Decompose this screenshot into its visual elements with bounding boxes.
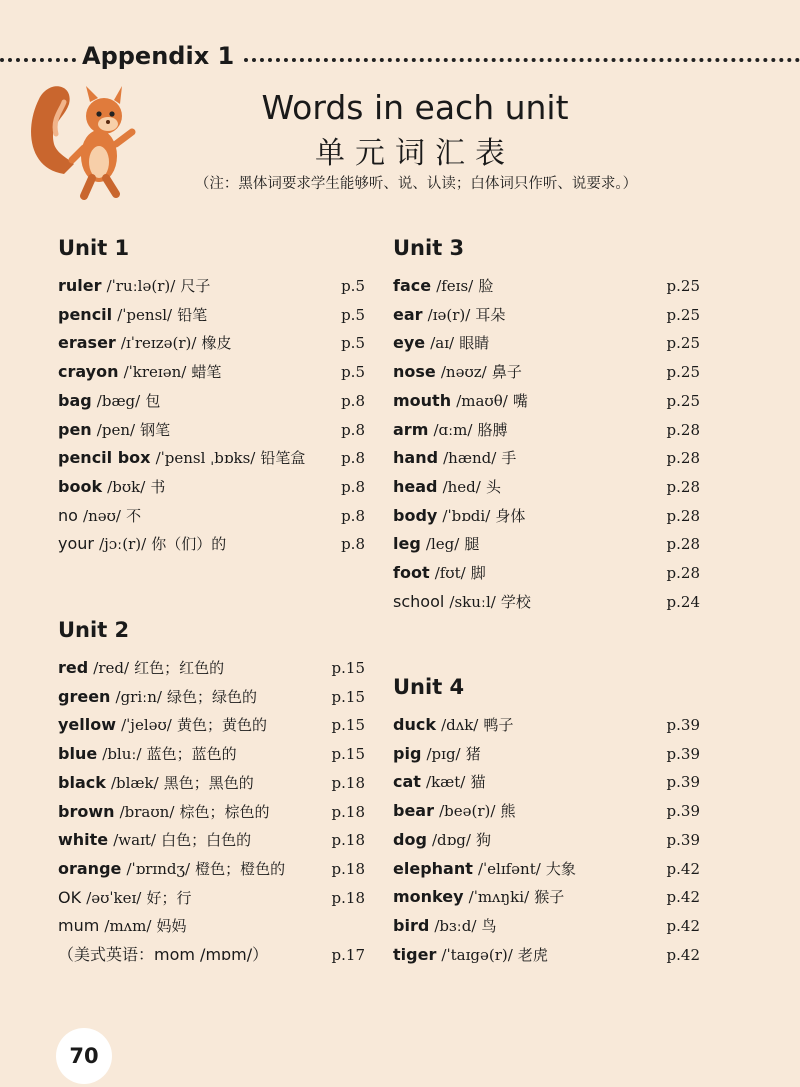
vocab-entry xyxy=(393,387,700,415)
vocab-page-ref: p.8 xyxy=(341,420,365,439)
vocab-entry xyxy=(58,855,365,883)
vocab-entry xyxy=(58,329,365,357)
vocab-word: ruler xyxy=(58,276,102,295)
vocab-chinese: 铅笔 xyxy=(177,305,208,324)
vocab-entry xyxy=(58,769,365,797)
vocab-phonetic: /ˈelɪfənt/ xyxy=(477,859,541,878)
vocab-word: blue xyxy=(58,744,98,764)
vocab-entry xyxy=(58,654,365,682)
vocab-phonetic: /leg/ xyxy=(425,535,460,554)
header-dotted-rule-right xyxy=(244,58,800,62)
vocab-page-ref: p.28 xyxy=(666,535,700,554)
vocab-word: leg xyxy=(393,534,421,554)
vocab-page-ref: p.42 xyxy=(666,888,700,907)
vocab-chinese: 老虎 xyxy=(517,945,548,964)
vocab-word: mum xyxy=(58,916,100,936)
vocab-word: no xyxy=(58,505,78,525)
vocab-chinese: 绿色；绿色的 xyxy=(167,687,258,706)
vocab-word: white xyxy=(58,830,109,850)
vocab-word: ear xyxy=(393,304,423,324)
vocab-page-ref: p.18 xyxy=(331,802,365,821)
vocab-chinese: 耳朵 xyxy=(475,305,506,324)
vocab-page-ref: p.25 xyxy=(666,334,700,353)
vocab-chinese: 手 xyxy=(501,449,517,468)
vocab-phonetic: /nəʊ/ xyxy=(83,506,121,525)
vocab-phonetic: /hænd/ xyxy=(443,449,497,468)
vocab-chinese: 身体 xyxy=(495,506,526,525)
vocab-phonetic: /ˈtaɪgə(r)/ xyxy=(441,945,513,964)
vocab-word: pig xyxy=(393,743,422,763)
vocab-page-ref: p.8 xyxy=(341,391,365,410)
vocab-page-ref: p.42 xyxy=(666,945,700,964)
vocab-chinese: 狗 xyxy=(476,830,492,849)
vocab-chinese: 包 xyxy=(145,391,161,410)
vocab-page-ref: p.25 xyxy=(666,363,700,382)
vocab-phonetic: /beə(r)/ xyxy=(439,802,496,821)
vocab-word: hand xyxy=(393,448,439,468)
vocab-phonetic: /əʊˈkeɪ/ xyxy=(86,888,142,907)
vocab-word: red xyxy=(58,658,89,677)
vocab-word: book xyxy=(58,476,103,496)
vocab-word: elephant xyxy=(393,858,473,878)
vocab-page-ref: p.39 xyxy=(666,802,700,821)
vocab-phonetic: /ɪˈreɪzə(r)/ xyxy=(120,334,197,353)
vocab-entry xyxy=(393,855,700,883)
vocab-page-ref: p.8 xyxy=(341,477,365,496)
vocab-page-ref: p.39 xyxy=(666,830,700,849)
vocab-phonetic: /nəʊz/ xyxy=(440,363,487,382)
vocab-page-ref: p.39 xyxy=(666,716,700,734)
vocab-page-ref: p.42 xyxy=(666,916,700,935)
vocab-phonetic: /kæt/ xyxy=(426,773,466,792)
vocab-phonetic: /red/ xyxy=(93,659,130,677)
vocab-page-ref: p.39 xyxy=(666,744,700,763)
vocab-page-ref: p.18 xyxy=(331,888,365,907)
vocab-chinese: 书 xyxy=(150,477,166,496)
vocab-chinese: 钢笔 xyxy=(140,420,171,439)
vocab-entry xyxy=(393,768,700,796)
vocab-chinese: 鸟 xyxy=(481,916,497,935)
vocab-page-ref: p.28 xyxy=(666,420,700,439)
vocab-word: green xyxy=(58,686,111,706)
vocab-word: bird xyxy=(393,915,430,935)
vocab-entry xyxy=(58,884,365,912)
vocab-page-ref: p.8 xyxy=(341,506,365,525)
vocab-chinese: 猫 xyxy=(470,773,486,792)
vocab-page-ref: p.8 xyxy=(341,535,365,554)
vocab-page-ref: p.25 xyxy=(666,277,700,295)
vocab-word: pencil xyxy=(58,304,113,324)
header-dotted-rule-left xyxy=(0,58,76,62)
vocab-page-ref: p.18 xyxy=(331,831,365,850)
vocab-phonetic: /mʌm/ xyxy=(104,917,152,936)
page-number: 70 xyxy=(56,1028,112,1084)
vocab-word: crayon xyxy=(58,362,119,382)
vocab-chinese: 大象 xyxy=(545,859,576,878)
vocab-page-ref: p.24 xyxy=(666,592,700,611)
vocab-phonetic: /blæk/ xyxy=(110,773,159,792)
vocab-word: orange xyxy=(58,858,122,878)
vocab-entry xyxy=(393,883,700,911)
vocab-word: brown xyxy=(58,801,115,821)
vocab-phonetic: /ˈmʌŋki/ xyxy=(468,888,530,907)
vocab-entry xyxy=(58,683,365,711)
vocab-chinese: 好；行 xyxy=(146,888,192,907)
vocab-word: black xyxy=(58,772,106,792)
vocab-chinese: 学校 xyxy=(500,592,531,611)
page-title-chinese: 单元词汇表 xyxy=(315,136,515,171)
vocab-chinese: 猪 xyxy=(465,744,481,763)
vocab-chinese: 熊 xyxy=(500,802,516,821)
unit-heading: Unit 1 xyxy=(58,236,130,260)
vocab-entry xyxy=(58,798,365,826)
unit-heading: Unit 3 xyxy=(393,236,465,260)
vocab-word: OK xyxy=(58,887,82,907)
unit-heading: Unit 4 xyxy=(393,675,465,699)
vocab-word: yellow xyxy=(58,715,117,735)
vocab-word: monkey xyxy=(393,887,464,907)
vocab-phonetic: /braʊn/ xyxy=(119,802,175,821)
vocab-entry xyxy=(58,272,365,300)
vocab-chinese: 脚 xyxy=(470,564,486,582)
vocab-word: your xyxy=(58,534,94,554)
vocab-entry xyxy=(393,502,700,530)
vocab-chinese: 头 xyxy=(485,477,501,496)
vocab-entry xyxy=(393,444,700,472)
page-title: Words in each unit xyxy=(261,88,569,127)
vocab-entry xyxy=(58,826,365,854)
vocab-page-ref: p.18 xyxy=(331,773,365,792)
vocab-entry xyxy=(393,416,700,444)
vocab-entry xyxy=(393,559,700,587)
vocab-entry xyxy=(58,530,365,558)
vocab-word: nose xyxy=(393,362,436,382)
vocab-page-ref: p.28 xyxy=(666,449,700,468)
vocab-phonetic: /maʊθ/ xyxy=(456,391,508,410)
vocab-chinese: 你（们）的 xyxy=(151,535,227,554)
vocab-word: tiger xyxy=(393,944,437,964)
vocab-chinese: 铅笔盒 xyxy=(260,449,306,468)
vocab-word: cat xyxy=(393,772,421,792)
vocab-chinese: 棕色；棕色的 xyxy=(179,802,270,821)
vocab-chinese: 蜡笔 xyxy=(191,363,222,382)
vocab-page-ref: p.25 xyxy=(666,391,700,410)
vocab-phonetic: /bluː/ xyxy=(102,745,142,764)
unit-heading: Unit 2 xyxy=(58,618,130,642)
vocab-page-ref: p.17 xyxy=(331,946,365,964)
vocab-phonetic: /dɒg/ xyxy=(432,830,471,849)
vocab-phonetic: /bɜːd/ xyxy=(434,916,477,935)
vocab-phonetic: /waɪt/ xyxy=(113,831,156,850)
vocab-chinese: 蓝色；蓝色的 xyxy=(146,745,237,764)
vocab-word: bear xyxy=(393,801,434,821)
vocab-chinese: 橙色；橙色的 xyxy=(195,859,286,878)
vocab-chinese: 黄色；黄色的 xyxy=(176,716,267,735)
vocab-entry xyxy=(58,387,365,415)
vocab-phonetic: /ˈbɒdi/ xyxy=(442,506,491,525)
vocab-entry xyxy=(393,797,700,825)
vocab-entry xyxy=(393,530,700,558)
vocab-phonetic: /jɔː(r)/ xyxy=(99,535,147,554)
vocab-page-ref: p.28 xyxy=(666,477,700,496)
vocab-chinese: 橡皮 xyxy=(201,334,232,353)
vocab-entry xyxy=(393,912,700,940)
vocab-phonetic: /ɑːm/ xyxy=(433,420,473,439)
vocab-phonetic: /ˈkreɪən/ xyxy=(123,363,187,382)
vocab-entry xyxy=(58,473,365,501)
vocab-chinese: 黑色；黑色的 xyxy=(163,773,254,792)
vocab-chinese: 猴子 xyxy=(534,888,565,907)
vocab-chinese: 红色；红色的 xyxy=(134,659,225,677)
vocab-entry xyxy=(393,711,700,739)
vocab-phonetic: /bʊk/ xyxy=(107,477,146,496)
vocab-phonetic: /skuːl/ xyxy=(449,592,496,611)
vocab-entry xyxy=(393,588,700,616)
vocab-entry xyxy=(393,826,700,854)
vocab-word: arm xyxy=(393,419,429,439)
vocab-phonetic: /bæg/ xyxy=(96,391,141,410)
vocab-page-ref: p.25 xyxy=(666,305,700,324)
vocab-chinese: 不 xyxy=(126,506,142,525)
vocab-phonetic: /fʊt/ xyxy=(434,564,466,582)
vocab-entry xyxy=(58,941,365,969)
vocab-word: （美式英语：mom /mɒm/） xyxy=(58,945,269,964)
vocab-page-ref: p.28 xyxy=(666,564,700,582)
vocab-word: school xyxy=(393,591,445,611)
vocab-word: eye xyxy=(393,333,426,353)
vocab-page-ref: p.8 xyxy=(341,449,365,468)
vocab-chinese: 胳膊 xyxy=(477,420,508,439)
vocab-chinese: 尺子 xyxy=(180,277,211,295)
vocab-page-ref: p.39 xyxy=(666,773,700,792)
vocab-word: foot xyxy=(393,563,430,582)
vocab-word: bag xyxy=(58,390,92,410)
vocab-entry xyxy=(58,711,365,739)
vocab-phonetic: /dʌk/ xyxy=(441,716,479,734)
vocab-page-ref: p.28 xyxy=(666,506,700,525)
vocab-chinese: 嘴 xyxy=(512,391,528,410)
vocab-chinese: 妈妈 xyxy=(156,917,187,936)
vocab-phonetic: /aɪ/ xyxy=(430,334,455,353)
vocab-entry xyxy=(58,301,365,329)
vocab-phonetic: /pen/ xyxy=(96,420,136,439)
vocab-phonetic: /hed/ xyxy=(442,477,481,496)
vocab-page-ref: p.5 xyxy=(341,334,365,353)
vocab-phonetic: /ˈpensl/ xyxy=(117,305,173,324)
vocab-entry xyxy=(393,941,700,969)
vocab-page-ref: p.15 xyxy=(331,687,365,706)
vocab-entry xyxy=(58,912,365,940)
vocab-word: mouth xyxy=(393,390,452,410)
vocab-entry xyxy=(58,358,365,386)
vocab-chinese: 脸 xyxy=(478,277,494,295)
appendix-label: Appendix 1 xyxy=(78,42,238,70)
vocab-phonetic: /ˈruːlə(r)/ xyxy=(106,277,176,295)
vocab-page-ref: p.5 xyxy=(341,363,365,382)
vocab-chinese: 白色；白色的 xyxy=(161,831,252,850)
vocab-phonetic: /pɪg/ xyxy=(426,744,461,763)
vocab-chinese: 鸭子 xyxy=(483,716,514,734)
vocab-page-ref: p.15 xyxy=(331,745,365,764)
vocab-entry xyxy=(58,416,365,444)
vocab-word: pen xyxy=(58,419,92,439)
vocab-entry xyxy=(393,358,700,386)
vocab-entry xyxy=(58,502,365,530)
bold-word-note: （注：黑体词要求学生能够听、说、认读；白体词只作听、说要求。） xyxy=(194,176,638,192)
vocab-entry xyxy=(58,444,365,472)
vocab-phonetic: /feɪs/ xyxy=(436,277,474,295)
vocab-word: face xyxy=(393,276,432,295)
vocab-phonetic: /griːn/ xyxy=(115,687,162,706)
vocab-chinese: 眼睛 xyxy=(459,334,490,353)
vocab-entry xyxy=(58,740,365,768)
vocab-phonetic: /ˈpensl ˌbɒks/ xyxy=(155,449,256,468)
vocab-chinese: 鼻子 xyxy=(491,363,522,382)
vocab-phonetic: /ˈɒrɪndʒ/ xyxy=(126,859,190,878)
vocab-page-ref: p.42 xyxy=(666,859,700,878)
vocab-chinese: 腿 xyxy=(464,535,480,554)
vocab-page-ref: p.15 xyxy=(331,659,365,677)
vocab-phonetic: /ˈjeləʊ/ xyxy=(121,716,172,735)
vocab-page-ref: p.15 xyxy=(331,716,365,735)
vocab-word: eraser xyxy=(58,333,116,353)
vocab-word: head xyxy=(393,476,438,496)
vocab-page-ref: p.18 xyxy=(331,859,365,878)
vocab-entry xyxy=(393,272,700,300)
vocab-entry xyxy=(393,301,700,329)
vocab-word: body xyxy=(393,505,438,525)
vocab-word: pencil box xyxy=(58,448,151,468)
vocab-entry xyxy=(393,740,700,768)
vocab-word: duck xyxy=(393,715,436,734)
vocab-phonetic: /ɪə(r)/ xyxy=(427,305,471,324)
vocab-entry xyxy=(393,473,700,501)
vocab-entry xyxy=(393,329,700,357)
vocab-page-ref: p.5 xyxy=(341,305,365,324)
vocab-page-ref: p.5 xyxy=(341,277,365,295)
vocab-word: dog xyxy=(393,829,427,849)
